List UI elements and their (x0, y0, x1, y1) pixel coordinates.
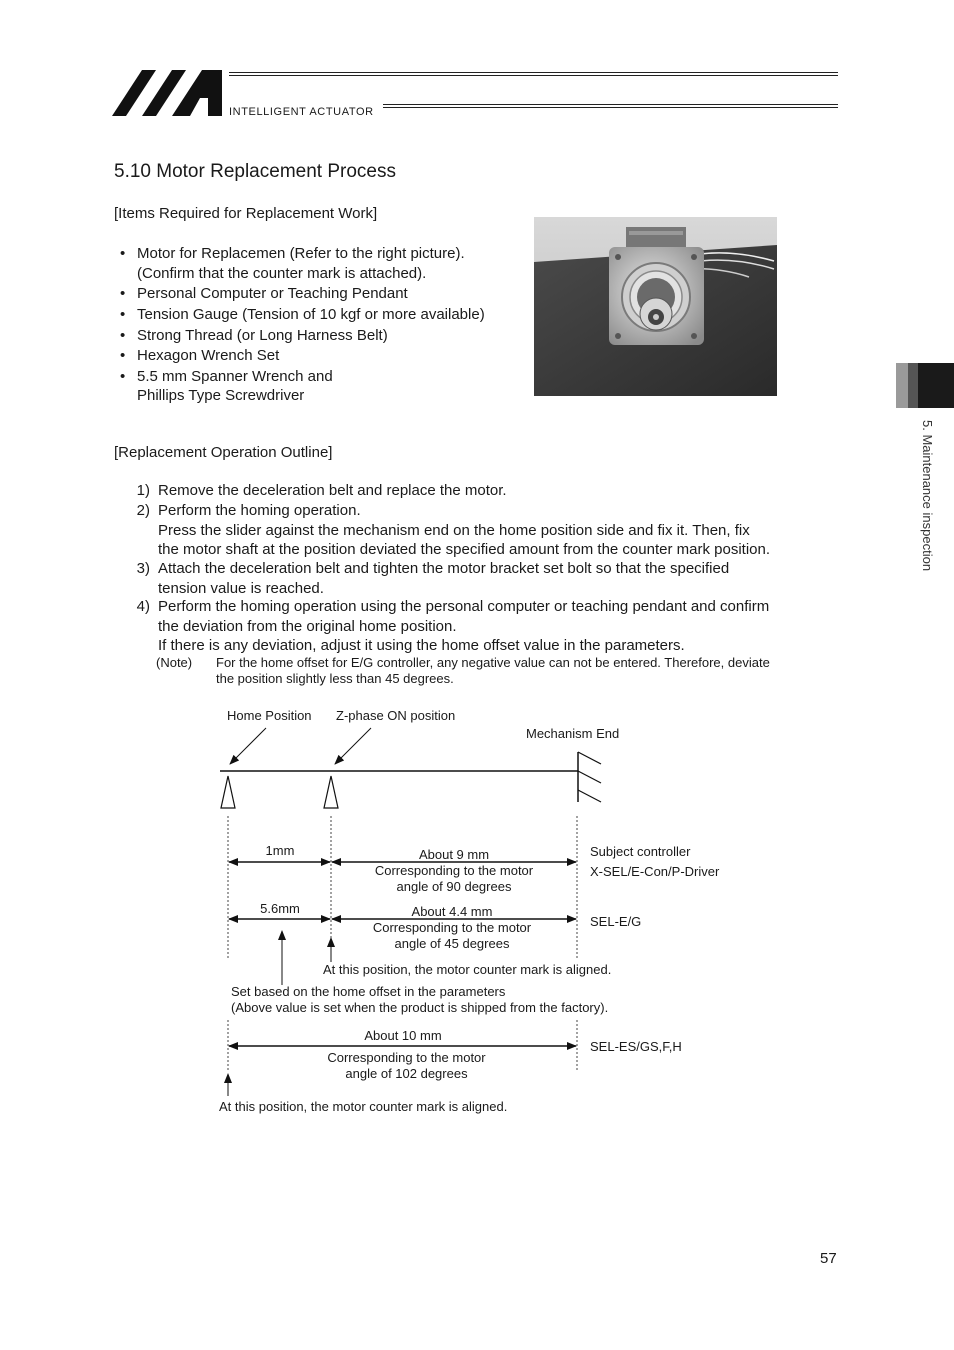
note-line-1: For the home offset for E/G controller, any negative value can not be entered. Therefore, deviate (216, 655, 770, 670)
row3-label: About 10 mm (364, 1028, 442, 1043)
item-text: 5.5 mm Spanner Wrench and (137, 367, 333, 385)
aligned-note-2: At this position, the motor counter mark is aligned. (219, 1099, 508, 1114)
item-text-continued: (Confirm that the counter mark is attached). (137, 264, 427, 282)
item-text: Personal Computer or Teaching Pendant (137, 285, 408, 303)
step-text: Perform the homing operation using the personal computer or teaching pendant and confirm (158, 598, 770, 615)
chapter-tab-light (896, 363, 908, 408)
row1-mid-sub1: Corresponding to the motor (374, 863, 534, 878)
row3-sub1: Corresponding to the motor (327, 1050, 486, 1065)
offset-note-2: (Above value is set when the product is shipped from the factory). (231, 1000, 609, 1015)
list-item (118, 367, 485, 406)
items-list (118, 244, 485, 407)
list-item (118, 244, 485, 283)
item-text: Strong Thread (or Long Harness Belt) (137, 326, 388, 344)
row1-right-label1: Subject controller (590, 844, 691, 859)
step-text: the deviation from the original home position. (158, 617, 457, 635)
row2-left-label: 5.6mm (260, 901, 300, 916)
row1-mid-label: About 9 mm (418, 847, 490, 862)
mechanism-end-label: Mechanism End (526, 726, 620, 741)
step-text: tension value is reached. (158, 579, 324, 597)
step-number: 2) (136, 502, 150, 519)
item-text-continued: Phillips Type Screwdriver (137, 387, 305, 405)
iai-logo (112, 68, 224, 118)
chapter-tab-mid (908, 363, 918, 408)
list-item (118, 284, 485, 304)
section-title: 5.10 Motor Replacement Process (114, 161, 396, 182)
header-rule (229, 75, 838, 76)
row3-sub2: angle of 102 degrees (345, 1066, 468, 1081)
row3-right-label: SEL-ES/GS,F,H (590, 1039, 682, 1054)
row2-mid-label: About 4.4 mm (411, 904, 493, 919)
home-position-marker (221, 776, 235, 808)
items-heading: [Items Required for Replacement Work] (114, 205, 378, 222)
header-rule (229, 72, 838, 73)
list-item (118, 305, 485, 325)
step-text: Press the slider against the mechanism end on the home position side and fix it. Then, fix (158, 521, 750, 539)
wall-hatch (578, 771, 601, 783)
chapter-side-label: 5. Maintenance inspection (920, 420, 935, 572)
row2-right-label: SEL-E/G (590, 914, 642, 929)
home-position-label: Home Position (227, 708, 312, 723)
row1-mid-sub2: angle of 90 degrees (396, 879, 512, 894)
header-rule (383, 107, 838, 108)
home-position-pointer (230, 728, 266, 764)
item-text: Tension Gauge (Tension of 10 kgf or more available) (137, 305, 485, 323)
step-text: Perform the homing operation. (158, 502, 361, 519)
chapter-tab-dark (918, 363, 954, 408)
note-line-2: the position slightly less than 45 degrees. (216, 671, 454, 686)
outline-heading: [Replacement Operation Outline] (114, 444, 333, 461)
wall-hatch (578, 752, 601, 764)
step-number: 3) (136, 560, 150, 577)
step-text: the motor shaft at the position deviated the specified amount from the counter mark position. (158, 541, 771, 558)
offset-note-1: Set based on the home offset in the parameters (231, 984, 506, 999)
row2-mid-sub1: Corresponding to the motor (372, 920, 532, 935)
page-number: 57 (820, 1250, 837, 1267)
row2-mid-sub2: angle of 45 degrees (394, 936, 510, 951)
z-phase-marker (324, 776, 338, 808)
item-text: Motor for Replacemen (Refer to the right picture). (137, 245, 465, 262)
motor-photo (534, 217, 777, 396)
row1-right-label2: X-SEL/E-Con/P-Driver (590, 864, 720, 879)
header-rule (383, 104, 838, 105)
wall-hatch (578, 790, 601, 802)
aligned-note-1: At this position, the motor counter mark is aligned. (323, 962, 612, 977)
step-text: Attach the deceleration belt and tighten the motor bracket set bolt so that the specified (158, 560, 730, 577)
item-text: Hexagon Wrench Set (137, 347, 280, 365)
brand-text: INTELLIGENT ACTUATOR (229, 106, 374, 118)
z-phase-label: Z-phase ON position (336, 708, 456, 723)
list-item (118, 326, 485, 346)
z-phase-pointer (335, 728, 371, 764)
step-text: If there is any deviation, adjust it using the home offset value in the parameters. (158, 637, 685, 654)
step-number: 1) (136, 482, 150, 499)
list-item (118, 346, 485, 366)
row1-left-label: 1mm (265, 843, 295, 858)
step-number: 4) (136, 598, 150, 615)
note-label: (Note) (156, 655, 193, 670)
step-text: Remove the deceleration belt and replace the motor. (158, 482, 507, 499)
